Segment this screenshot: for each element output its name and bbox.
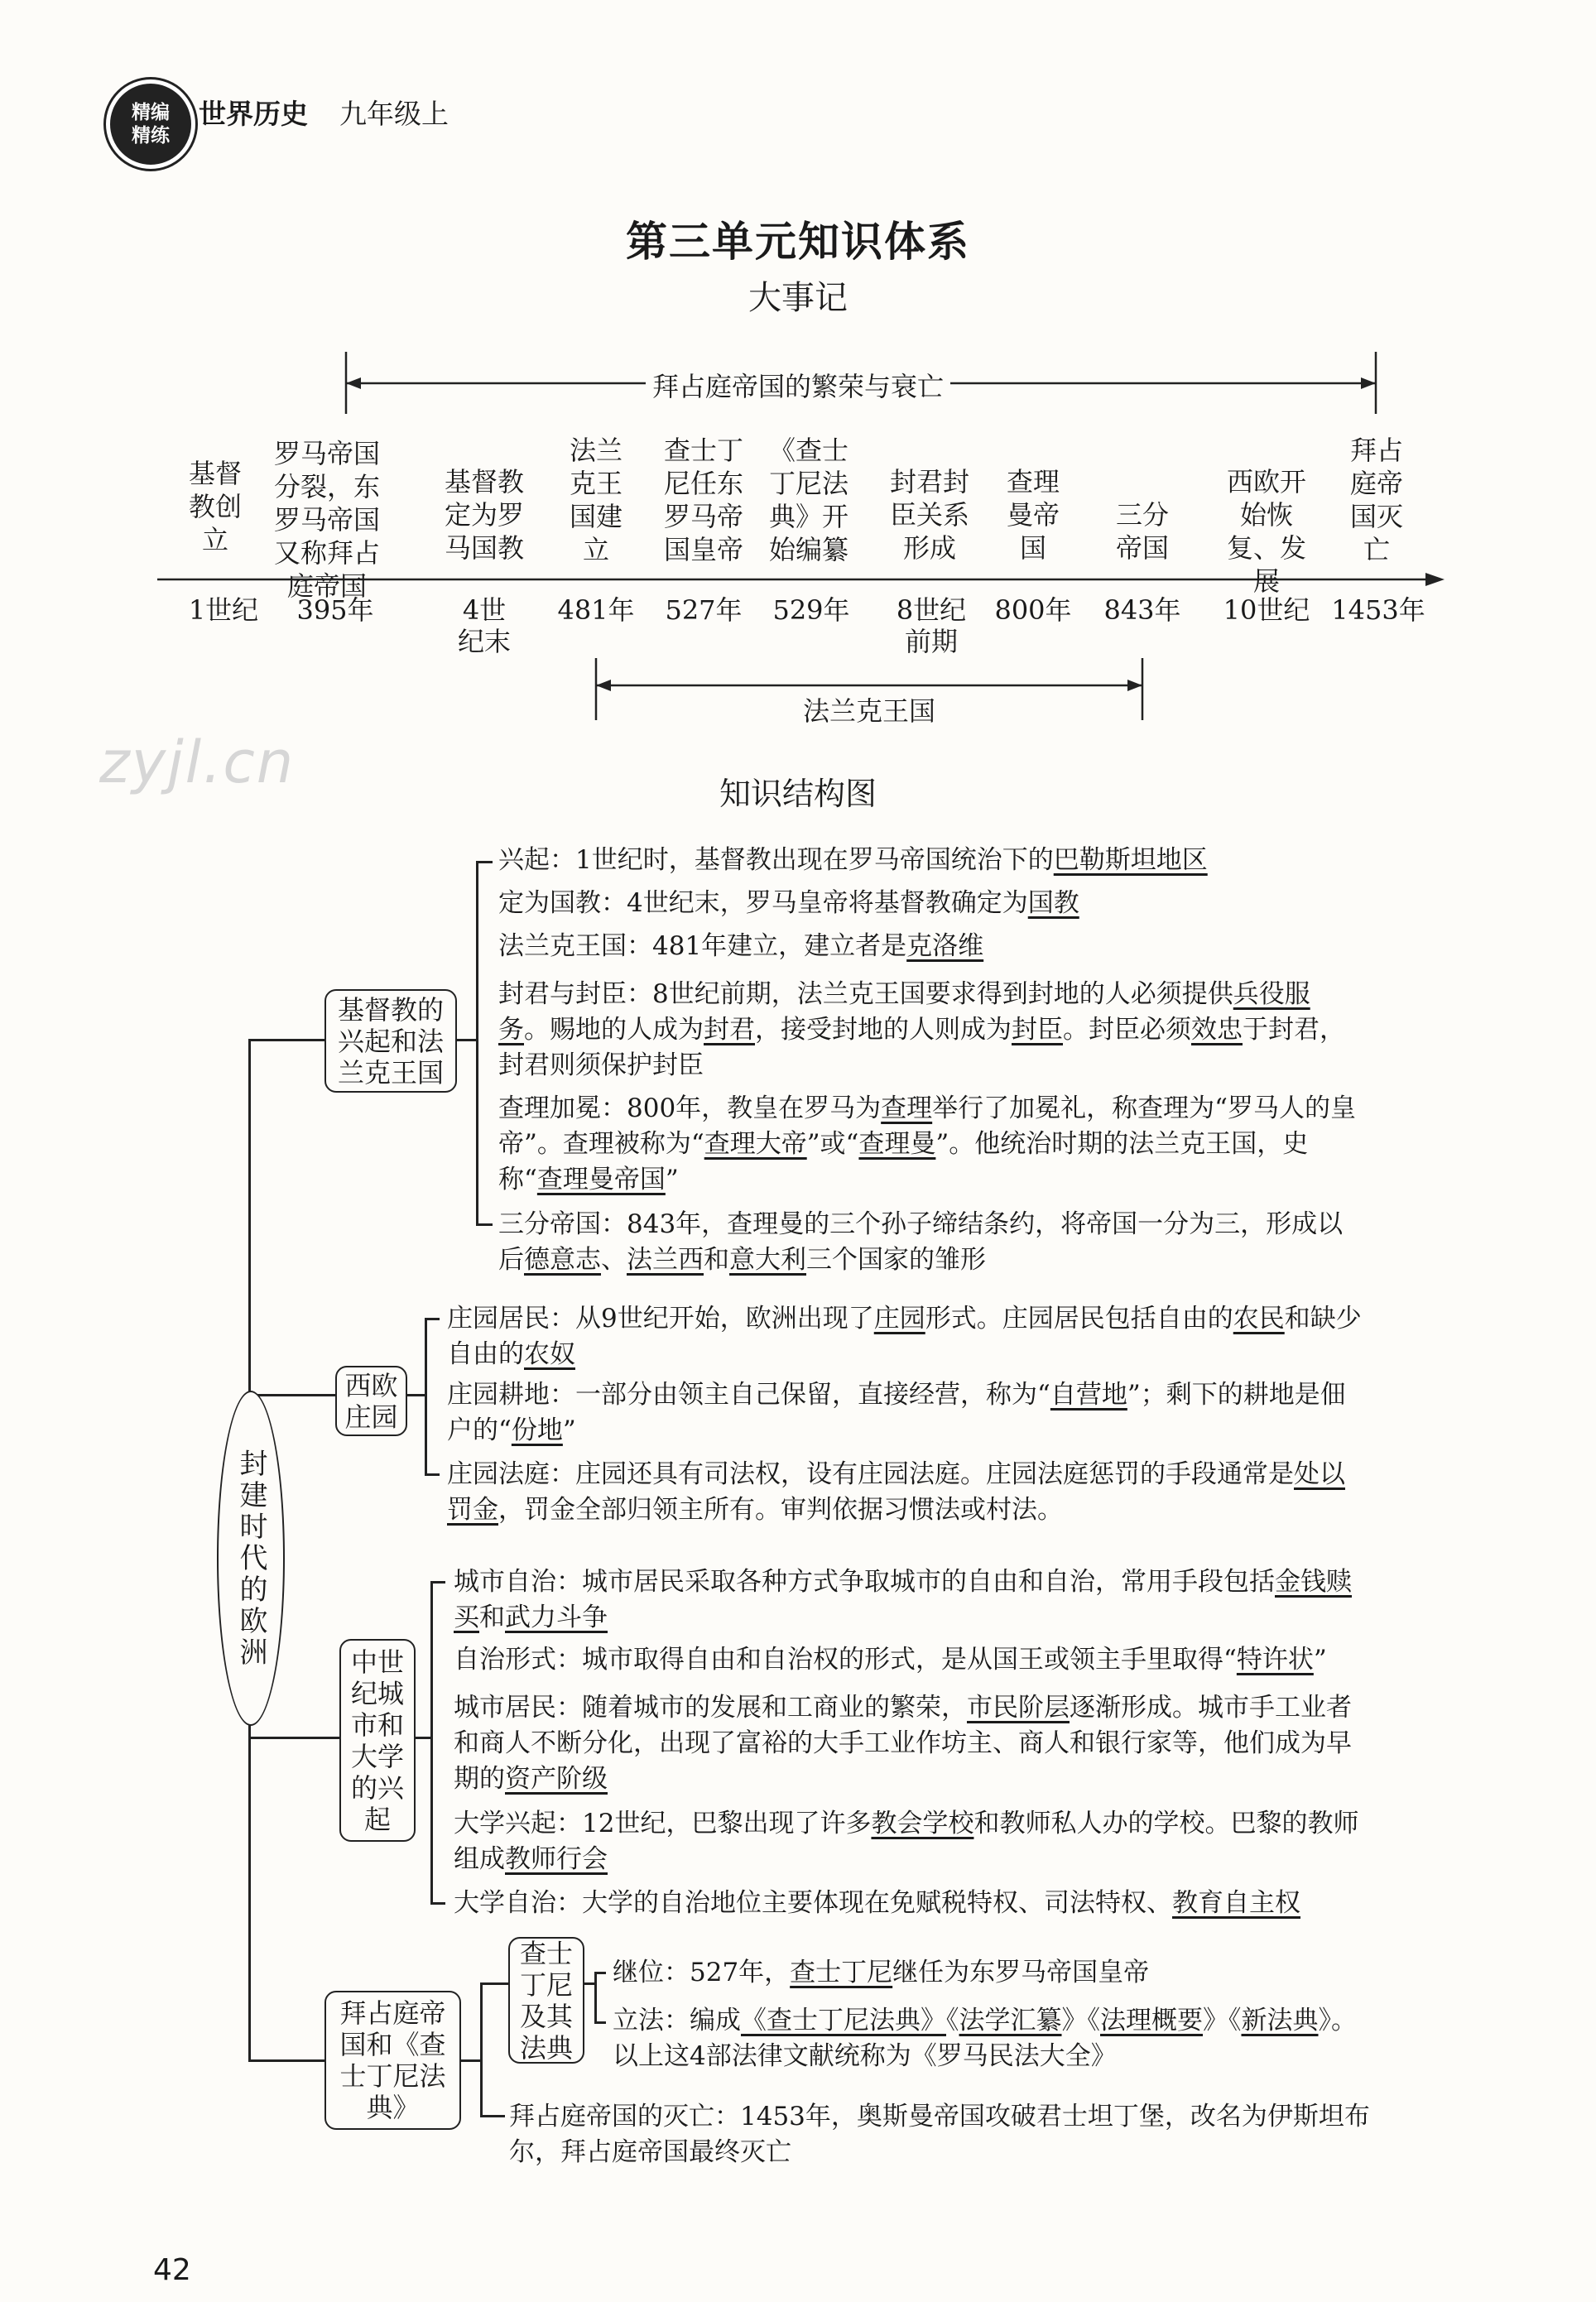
event-label: 基督教创立 xyxy=(188,458,242,555)
chronology-title: 大事记 xyxy=(748,279,848,317)
event-label: 西欧开始恢复、发展 xyxy=(1226,466,1306,597)
event-label: 拜占庭帝国灭亡 xyxy=(1349,435,1403,565)
event-year: 1世纪 xyxy=(188,594,259,626)
branch-byzantine: 拜占庭帝国和《查士丁尼法典》 xyxy=(324,1991,461,2130)
branch-christianity-frankish: 基督教的兴起和法兰克王国 xyxy=(324,989,457,1093)
knowledge-item: 城市居民：随着城市的发展和工商业的繁荣，市民阶层逐渐形成。城市手工业者和商人不断分化，出现了富裕的大手工业作坊主、商人和银行家等，他们成为早期的资产阶级 xyxy=(454,1693,1352,1794)
event-year: 529年 xyxy=(772,594,850,626)
event-year: 800年 xyxy=(994,594,1072,626)
knowledge-item: 继位：527年，查士丁尼继任为东罗马帝国皇帝 xyxy=(613,1958,1150,1987)
branch-manor: 西欧庄园 xyxy=(335,1366,407,1436)
grade-label: 九年级上 xyxy=(339,98,449,130)
sub-branch-justinian: 查士丁尼及其法典 xyxy=(508,1937,584,2064)
event-label: 三分帝国 xyxy=(1115,499,1169,564)
knowledge-item: 大学自治：大学的自治地位主要体现在免赋税特权、司法特权、教育自主权 xyxy=(454,1888,1300,1918)
structure-title: 知识结构图 xyxy=(719,776,877,812)
branch-connector xyxy=(248,2059,324,2062)
event-year: 1453年 xyxy=(1331,594,1425,626)
knowledge-item: 自治形式：城市取得自由和自治权的形式，是从国王或领主手里取得“特许状” xyxy=(454,1645,1327,1675)
span-top-label: 拜占庭帝国的繁荣与衰亡 xyxy=(646,371,950,402)
event-label: 基督教定为罗马国教 xyxy=(444,466,524,564)
knowledge-item: 封君与封臣：8世纪前期，法兰克王国要求得到封地的人必须提供兵役服务。赐地的人成为封君，接受封地的人则成为封臣。封臣必须效忠于封君，封君则须保护封臣 xyxy=(498,979,1345,1080)
knowledge-item: 庄园耕地：一部分由领主自己保留，直接经营，称为“自营地”；剩下的耕地是佃户的“份地” xyxy=(447,1380,1346,1445)
watermark: zyjl.cn xyxy=(99,728,296,796)
event-label: 《查士丁尼法典》开始编纂 xyxy=(768,435,848,565)
event-label: 法兰克王国建立 xyxy=(569,435,623,565)
knowledge-item: 立法：编成《查士丁尼法典》《法学汇纂》《法理概要》《新法典》。以上这4部法律文献统称为《罗马民法大全》 xyxy=(613,2006,1357,2071)
event-year: 395年 xyxy=(296,594,374,626)
event-year: 10世纪 xyxy=(1223,594,1310,626)
event-label: 查理曼帝国 xyxy=(1006,466,1060,564)
knowledge-item: 大学兴起：12世纪，巴黎出现了许多教会学校和教师私人办的学校。巴黎的教师组成教师行会 xyxy=(454,1809,1359,1874)
branch-connector xyxy=(248,1394,335,1396)
root-node: 封建时代的欧洲 xyxy=(217,1391,285,1726)
branch-connector xyxy=(248,1039,324,1041)
page-number: 42 xyxy=(153,2253,191,2287)
knowledge-item: 庄园法庭：庄园还具有司法权，设有庄园法庭。庄园法庭惩罚的手段通常是处以罚金，罚金全部归领主所有。审判依据习惯法或村法。 xyxy=(447,1459,1345,1525)
knowledge-item: 查理加冕：800年，教皇在罗马为查理举行了加冕礼，称查理为“罗马人的皇帝”。查理被称为“查理大帝”或“查理曼”。他统治时期的法兰克王国，史称“查理曼帝国” xyxy=(498,1093,1357,1194)
page-title: 第三单元知识体系 xyxy=(626,217,970,266)
branch-connector xyxy=(248,1737,339,1739)
knowledge-item: 法兰克王国：481年建立，建立者是克洛维 xyxy=(498,931,984,961)
event-year: 843年 xyxy=(1103,594,1181,626)
span-bottom-label: 法兰克王国 xyxy=(796,695,942,727)
event-label: 查士丁尼任东罗马帝国皇帝 xyxy=(663,435,743,565)
event-year: 8世纪前期 xyxy=(896,594,967,657)
event-year: 527年 xyxy=(665,594,743,626)
knowledge-item: 城市自治：城市居民采取各种方式争取城市的自由和自治，常用手段包括金钱赎买和武力斗争 xyxy=(454,1567,1352,1632)
knowledge-item: 定为国教：4世纪末，罗马皇帝将基督教确定为国教 xyxy=(498,888,1079,918)
event-label: 罗马帝国分裂，东罗马帝国又称拜占庭帝国 xyxy=(273,438,380,602)
branch-city-university: 中世纪城市和大学的兴起 xyxy=(339,1639,416,1842)
event-year: 481年 xyxy=(557,594,635,626)
logo-line2: 精练 xyxy=(132,124,170,147)
event-label: 封君封臣关系形成 xyxy=(889,466,969,564)
knowledge-item: 兴起：1世纪时，基督教出现在罗马帝国统治下的巴勒斯坦地区 xyxy=(498,845,1208,875)
knowledge-item: 拜占庭帝国的灭亡：1453年，奥斯曼帝国攻破君士坦丁堡，改名为伊斯坦布尔，拜占庭帝国最终灭亡 xyxy=(509,2102,1370,2167)
logo-line1: 精编 xyxy=(132,101,170,123)
book-title: 世界历史 xyxy=(199,98,308,130)
event-year: 4世纪末 xyxy=(457,594,511,657)
knowledge-item: 三分帝国：843年，查理曼的三个孙子缔结条约，将帝国一分为三，形成以后德意志、法兰西和意大利三个国家的雏形 xyxy=(498,1209,1344,1275)
knowledge-item: 庄园居民：从9世纪开始，欧洲出现了庄园形式。庄园居民包括自由的农民和缺少自由的农奴 xyxy=(447,1304,1362,1369)
